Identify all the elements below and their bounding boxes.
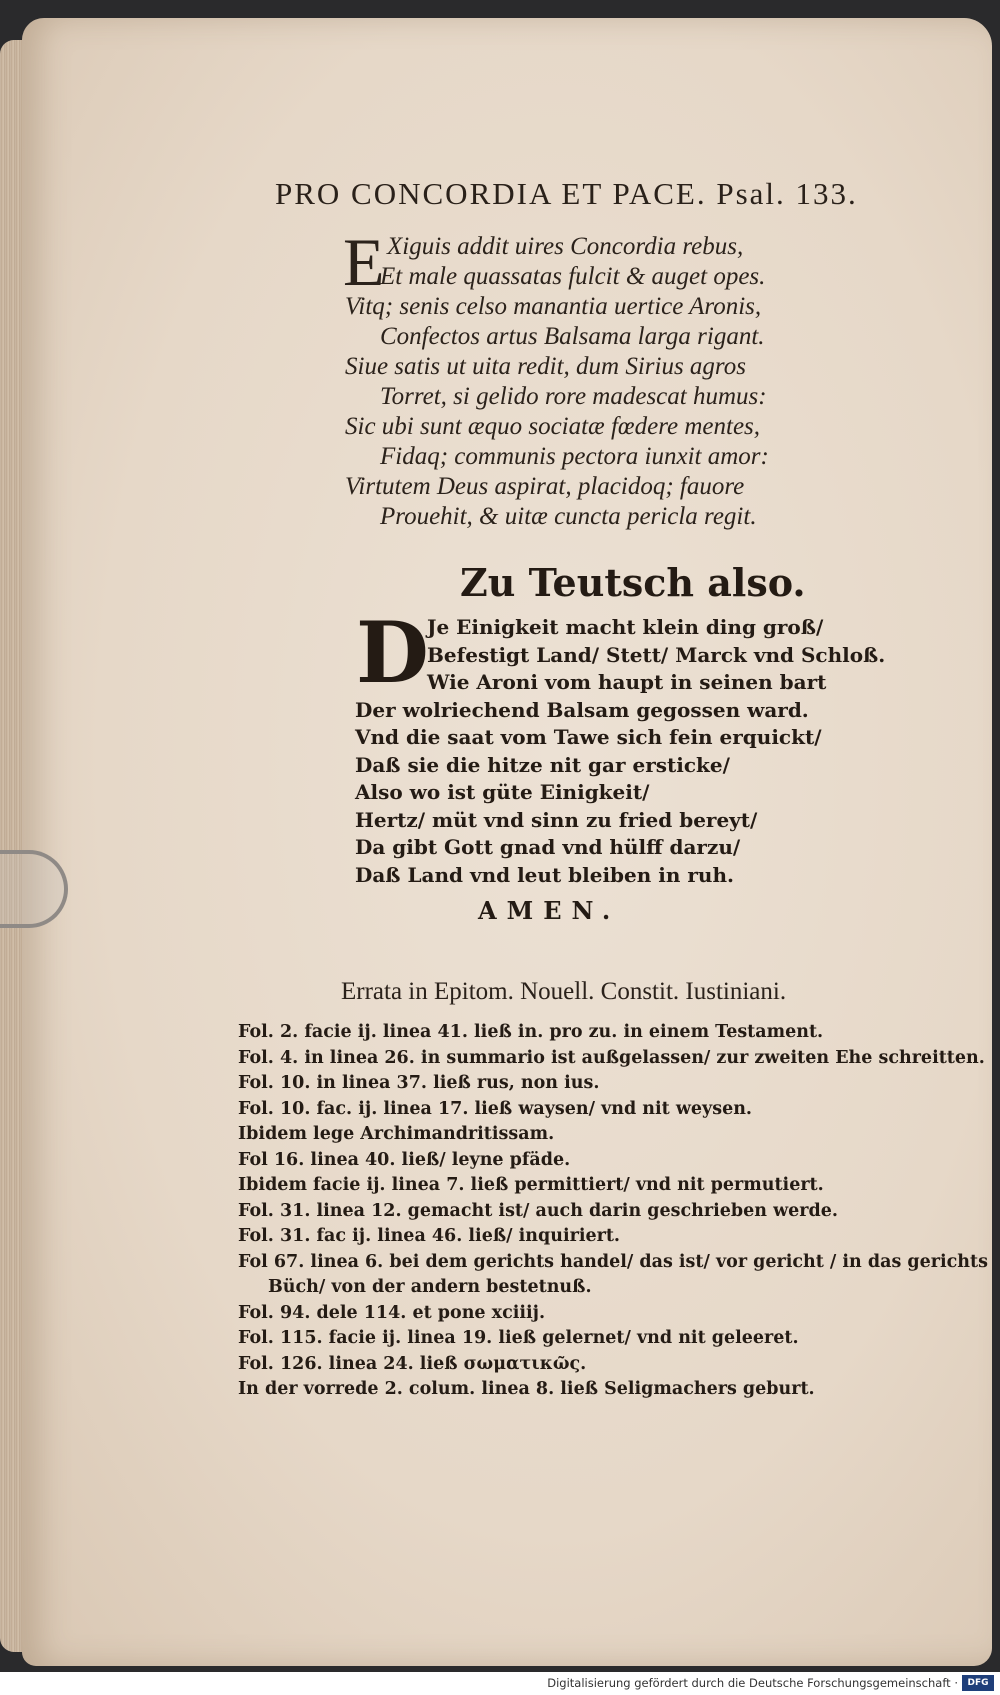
errata-line: Ibidem lege Archimandritissam. <box>238 1124 555 1144</box>
errata-line: Ibidem facie ij. linea 7. ließ permittiert/ vnd nit permutiert. <box>238 1175 824 1195</box>
funding-credit: Digitalisierung gefördert durch die Deutsche Forschungsgemeinschaft · <box>547 1676 958 1690</box>
poem-line: Wie Aroni vom haupt in seinen bart <box>427 670 827 694</box>
errata-line: Büch/ von der andern bestetnuß. <box>268 1277 592 1297</box>
errata-line: Fol. 126. linea 24. ließ σωματικῶς. <box>238 1353 587 1374</box>
errata-line: Fol. 10. fac. ij. linea 17. ließ waysen/ vnd nit weysen. <box>238 1098 753 1119</box>
poem-line: Vitq; senis celso manantia uertice Aronis, <box>345 293 762 320</box>
poem-line: Sic ubi sunt æquo sociatæ fœdere mentes, <box>345 413 761 440</box>
errata-line: Fol. 2. facie ij. linea 41. ließ in. pro zu. in einem Testament. <box>238 1022 824 1042</box>
errata-list <box>238 1020 988 1403</box>
errata-line: Fol. 115. facie ij. linea 19. ließ gelernet/ vnd nit geleeret. <box>238 1328 799 1348</box>
poem-line: Daß Land vnd leut bleiben in ruh. <box>355 862 734 887</box>
poem-line: Fidaq; communis pectora iunxit amor: <box>380 443 769 470</box>
errata-line: Fol. 4. in linea 26. in summario ist außgelassen/ zur zweiten Ehe schreitten. <box>238 1047 985 1068</box>
errata-line: Fol. 94. dele 114. et pone xciiij. <box>238 1302 546 1323</box>
errata-title: Errata in Epitom. Nouell. Constit. Iustiniani. <box>341 978 787 1005</box>
poem-line: Befestigt Land/ Stett/ Marck vnd Schloß. <box>427 642 886 667</box>
latin-dropcap: E <box>343 224 385 300</box>
poem-line: Confectos artus Balsama larga rigant. <box>380 323 765 350</box>
poem-line: Virtutem Deus aspirat, placidoq; fauore <box>345 473 745 500</box>
page-heading: PRO CONCORDIA ET PACE. Psal. 133. <box>275 176 858 211</box>
latin-poem <box>343 224 865 532</box>
poem-line: Daß sie die hitze nit gar ersticke/ <box>355 752 730 777</box>
poem-line: Hertz/ müt vnd sinn zu fried bereyt/ <box>355 807 758 832</box>
dfg-logo: DFG <box>962 1675 994 1691</box>
german-poem <box>355 603 915 889</box>
poem-line: Siue satis ut uita redit, dum Sirius agros <box>345 353 746 380</box>
poem-line: Je Einigkeit macht klein ding groß/ <box>427 615 824 639</box>
errata-line: Fol 67. linea 6. bei dem gerichts handel/ das ist/ vor gericht / in das gerichts <box>238 1251 988 1272</box>
poem-line: Der wolriechend Balsam gegossen ward. <box>355 697 809 722</box>
errata-line: Fol. 31. fac ij. linea 46. ließ/ inquiriert. <box>238 1226 621 1246</box>
german-title: Zu Teutsch also. <box>460 560 806 605</box>
poem-line: Also wo ist güte Einigkeit/ <box>355 780 650 804</box>
german-dropcap: D <box>356 603 429 702</box>
poem-line: Xiguis addit uires Concordia rebus, <box>387 233 744 260</box>
amen: AMEN. <box>478 896 621 925</box>
poem-line: Vnd die saat vom Tawe sich fein erquickt/ <box>355 725 822 749</box>
errata-line: In der vorrede 2. colum. linea 8. ließ Seligmachers geburt. <box>238 1379 815 1399</box>
poem-line: Et male quassatas fulcit & auget opes. <box>380 263 766 290</box>
footer-bar <box>0 1672 1000 1695</box>
poem-line: Torret, si gelido rore madescat humus: <box>380 383 767 410</box>
poem-line: Prouehit, & uitæ cuncta pericla regit. <box>380 503 757 530</box>
errata-line: Fol. 31. linea 12. gemacht ist/ auch darin geschrieben werde. <box>238 1200 838 1221</box>
poem-line: Da gibt Gott gnad vnd hülff darzu/ <box>355 835 741 859</box>
errata-line: Fol 16. linea 40. ließ/ leyne pfäde. <box>238 1149 571 1170</box>
errata-line: Fol. 10. in linea 37. ließ rus, non ius. <box>238 1073 600 1093</box>
